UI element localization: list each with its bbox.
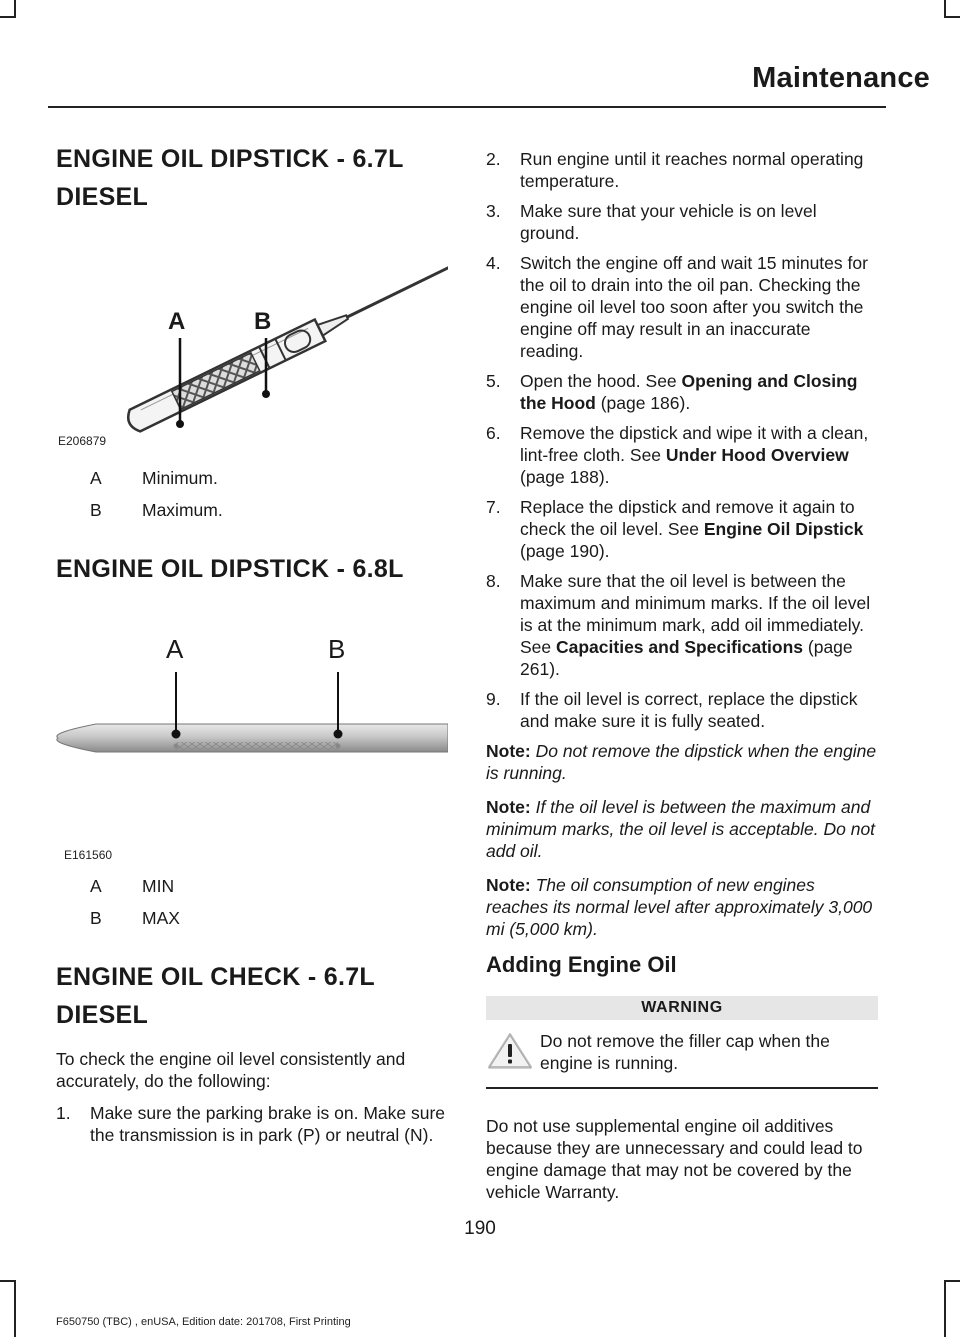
step-text: Open the hood. See Opening and Closing the Hood (page 186). xyxy=(520,371,858,413)
key-letter: A xyxy=(90,468,102,488)
cross-reference-link[interactable]: Engine Oil Dipstick xyxy=(703,519,864,539)
key-row xyxy=(56,494,448,526)
step-item xyxy=(486,148,878,192)
footer-edition-info: F650750 (TBC) , enUSA, Edition date: 201708, First Printing xyxy=(56,1316,351,1328)
key-letter: B xyxy=(90,908,102,928)
step-text: If the oil level is correct, replace the dipstick and make sure it is fully seated. xyxy=(520,689,858,731)
step-text: Make sure that the oil level is between the maximum and minimum marks. If the oil level is at the minimum mark, add oil immediately. See Capacities and Specifications (page 261). xyxy=(520,571,871,679)
dipstick-68-illustration xyxy=(56,606,448,866)
figure-code: E206879 xyxy=(58,434,107,448)
step-text: Remove the dipstick and wipe it with a clean, lint-free cloth. See Under Hood Overview (page 188). xyxy=(520,423,869,487)
callout-label-b: B xyxy=(254,308,272,335)
warning-heading: WARNING xyxy=(486,996,878,1020)
header-rule xyxy=(48,106,886,108)
note-text: The oil consumption of new engines reaches its normal level after approximately 3,000 mi (5,000 km). xyxy=(486,875,873,939)
step-text: Make sure the parking brake is on. Make sure the transmission is in park (P) or neutral (N). xyxy=(90,1103,446,1145)
key-row xyxy=(56,902,448,934)
step-item xyxy=(56,1102,448,1146)
step-number: 2. xyxy=(486,149,501,169)
title-line: ENGINE OIL DIPSTICK - 6.7L xyxy=(56,145,404,173)
body-paragraph: Do not use supplemental engine oil additives because they are unnecessary and could lead to engine damage that may not be covered by the vehicle Warranty. xyxy=(486,1116,863,1202)
key-description: MAX xyxy=(142,908,180,928)
figure-key-table xyxy=(56,462,448,526)
page-number: 190 xyxy=(464,1218,496,1239)
step-number: 5. xyxy=(486,371,501,391)
warning-triangle-icon xyxy=(486,1030,540,1075)
section-title-oil-check xyxy=(56,958,448,1034)
intro-paragraph: To check the engine oil level consistently and accurately, do the following: xyxy=(56,1049,406,1091)
step-number: 6. xyxy=(486,423,501,443)
figure-code: E161560 xyxy=(64,848,113,862)
figure-key-table xyxy=(56,870,448,934)
subsection-title-adding-oil: Adding Engine Oil xyxy=(486,952,677,977)
step-number: 1. xyxy=(56,1103,71,1123)
step-number: 7. xyxy=(486,497,501,517)
step-number: 9. xyxy=(486,689,501,709)
callout-label-b: B xyxy=(328,634,346,664)
step-item xyxy=(486,570,878,680)
left-column xyxy=(56,140,448,1154)
steps-list xyxy=(486,148,878,732)
crop-mark xyxy=(0,1280,16,1282)
step-item xyxy=(486,200,878,244)
right-column xyxy=(486,148,878,1213)
note-text: If the oil level is between the maximum and minimum marks, the oil level is acceptable. Do not add oil. xyxy=(486,797,876,861)
note xyxy=(486,874,878,940)
title-line: DIESEL xyxy=(56,183,149,211)
note-label: Note: xyxy=(486,875,531,895)
step-text: Run engine until it reaches normal operating temperature. xyxy=(520,149,864,191)
step-item xyxy=(486,370,878,414)
note xyxy=(486,796,878,862)
step-number: 3. xyxy=(486,201,501,221)
key-letter: B xyxy=(90,500,102,520)
cross-reference-link[interactable]: Capacities and Specifications xyxy=(556,637,804,657)
cross-reference-link[interactable]: Opening and Closing the Hood xyxy=(520,371,858,413)
section-title-dipstick-67 xyxy=(56,140,448,216)
crop-mark xyxy=(944,1280,946,1337)
note xyxy=(486,740,878,784)
page-header-title: Maintenance xyxy=(752,62,930,94)
dipstick-67-illustration xyxy=(56,214,448,454)
step-number: 4. xyxy=(486,253,501,273)
step-text: Switch the engine off and wait 15 minutes for the oil to drain into the oil pan. Checking the engine oil level too soon after you switch the engine off may result in an inaccurate reading. xyxy=(520,253,868,361)
warning-box xyxy=(486,1030,878,1089)
crop-mark xyxy=(944,16,960,18)
crop-mark xyxy=(0,16,16,18)
key-description: MIN xyxy=(142,876,175,896)
warning-text: Do not remove the filler cap when the engine is running. xyxy=(540,1031,830,1073)
crop-mark xyxy=(14,1280,16,1337)
section-title-dipstick-68: ENGINE OIL DIPSTICK - 6.8L xyxy=(56,555,404,583)
steps-list xyxy=(56,1102,448,1146)
key-row xyxy=(56,870,448,902)
step-number: 8. xyxy=(486,571,501,591)
key-description: Maximum. xyxy=(142,500,223,520)
step-item xyxy=(486,496,878,562)
dipstick-68-figure xyxy=(56,606,448,866)
key-row xyxy=(56,462,448,494)
note-label: Note: xyxy=(486,797,531,817)
callout-label-a: A xyxy=(166,634,184,664)
key-letter: A xyxy=(90,876,102,896)
title-line: DIESEL xyxy=(56,1001,149,1029)
crop-mark xyxy=(944,1280,960,1282)
step-item xyxy=(486,422,878,488)
step-text: Replace the dipstick and remove it again to check the oil level. See Engine Oil Dipstick (page 190). xyxy=(520,497,864,561)
dipstick-67-figure xyxy=(56,214,448,454)
title-line: ENGINE OIL CHECK - 6.7L xyxy=(56,963,375,991)
step-item xyxy=(486,688,878,732)
callout-label-a: A xyxy=(168,308,186,335)
note-label: Note: xyxy=(486,741,531,761)
cross-reference-link[interactable]: Under Hood Overview xyxy=(665,445,849,465)
step-item xyxy=(486,252,878,362)
key-description: Minimum. xyxy=(142,468,218,488)
note-text: Do not remove the dipstick when the engine is running. xyxy=(486,741,877,783)
step-text: Make sure that your vehicle is on level ground. xyxy=(520,201,817,243)
